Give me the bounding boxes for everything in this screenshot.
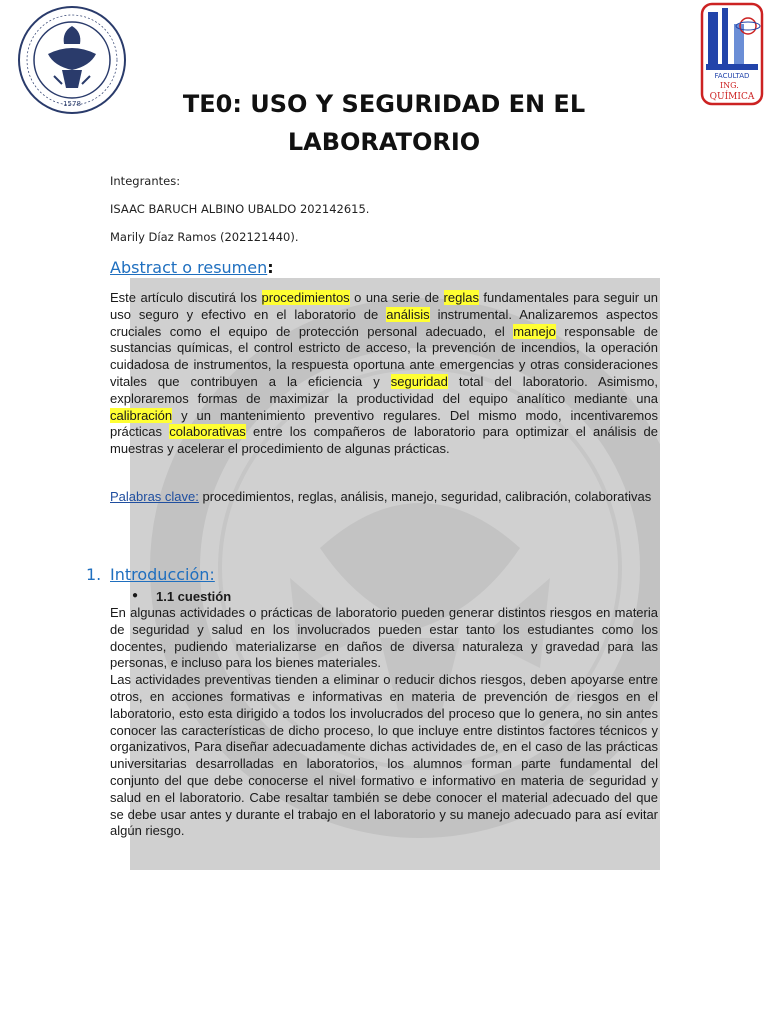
abstract-text: total del laboratorio. Asimismo, exploraremos formas de maximizar la productividad del equipo analítico mediante una [110,373,658,406]
svg-text:ING.: ING. [720,81,739,90]
authors-label: Integrantes: [110,174,181,188]
abstract-paragraph [110,290,658,458]
abstract-text: o una serie de [349,290,444,305]
abstract-text: instrumental. Analizaremos aspectos cruciales como el equipo de protección personal adecuado, el [110,306,658,339]
abstract-text: responsable de sustancias químicas, el control estricto de acceso, la prevención de incendios, la operación cuidadosa de instrumentos, la respuesta oportuna ante emergencias y otras consideraciones vitales que contribuyen a la eficiencia y [110,323,658,389]
highlight-procedimientos: procedimientos [261,290,350,305]
document-title-line2: LABORATORIO [287,128,481,156]
abstract-text: fundamentales para seguir un uso seguro y efectivo en el laboratorio de [110,290,658,322]
abstract-text: y un mantenimiento preventivo regulares. Del mismo modo, incentivaremos prácticas [110,407,658,440]
keywords [110,489,658,506]
section-number: 1. [86,565,102,584]
abstract-text: Este artículo discutirá los [110,290,262,305]
highlight-analisis: análisis [386,306,430,322]
highlight-calibracion: calibración [110,407,173,423]
svg-text:FACULTAD: FACULTAD [714,72,750,80]
subsection-heading: 1.1 cuestión [156,589,232,604]
author-2: Marily Díaz Ramos (202121440). [110,230,299,244]
highlight-reglas: reglas [443,290,479,305]
highlight-colaborativas: colaborativas [169,424,246,440]
document-title-line1: TE0: USO Y SEGURIDAD EN EL [182,90,586,118]
intro-paragraph-2: Las actividades preventivas tienden a eliminar o reducir dichos riesgos, deben apoyarse entre otros, en acciones formativas e informativas en materia de prevención de riesgos en el laboratorio, esto esta dirigido a todos los involucrados del proceso que lo genera, no sin antes conocer las características de dicho proceso, lo que incluye entre distintos factores técnicos y organizativos, Para diseñar adecuadamente dichas actividades de, en el caso de las prácticas universitarias desarrolladas en laboratorios, los alumnos forman parte fundamental del conjunto del que debe conocerse el nivel formativo e informativo en materia de seguridad y salud en el laboratorio. Cabe resaltar también se debe conocer el material adecuado del que se debe usar antes y durante el trabajo en el laboratorio y su manejo adecuado para así evitar algún riesgo. [110,672,658,839]
abstract-heading [110,258,274,277]
abstract-heading-colon: : [267,258,274,277]
intro-paragraph-1: En algunas actividades o prácticas de laboratorio pueden generar distintos riesgos en materia de seguridad y salud en los involucrados pueden estar tanto los estudiantes como los docentes, pudiendo materializarse en daños de diversa naturaleza y gravedad para las personas, e incluso para los bienes materiales. [110,605,658,671]
author-1: ISAAC BARUCH ALBINO UBALDO 202142615. [110,202,370,216]
abstract-heading-text: Abstract o resumen [110,258,268,277]
highlight-seguridad: seguridad [390,373,448,389]
keywords-label: Palabras clave: [110,489,199,504]
section-heading [110,565,215,584]
svg-text:1578: 1578 [63,100,81,108]
highlight-manejo: manejo [513,323,556,339]
introduction-body [110,605,658,840]
bullet-icon: ● [132,590,139,601]
keywords-text: procedimientos, reglas, análisis, manejo, seguridad, calibración, colaborativas [198,489,652,504]
section-heading-text: Introducción: [110,565,215,584]
svg-text:QUÍMICA: QUÍMICA [709,92,755,102]
abstract-text: entre los compañeros de laboratorio para optimizar el análisis de muestras y acelerar el procedimiento de algunas prácticas. [110,424,658,457]
